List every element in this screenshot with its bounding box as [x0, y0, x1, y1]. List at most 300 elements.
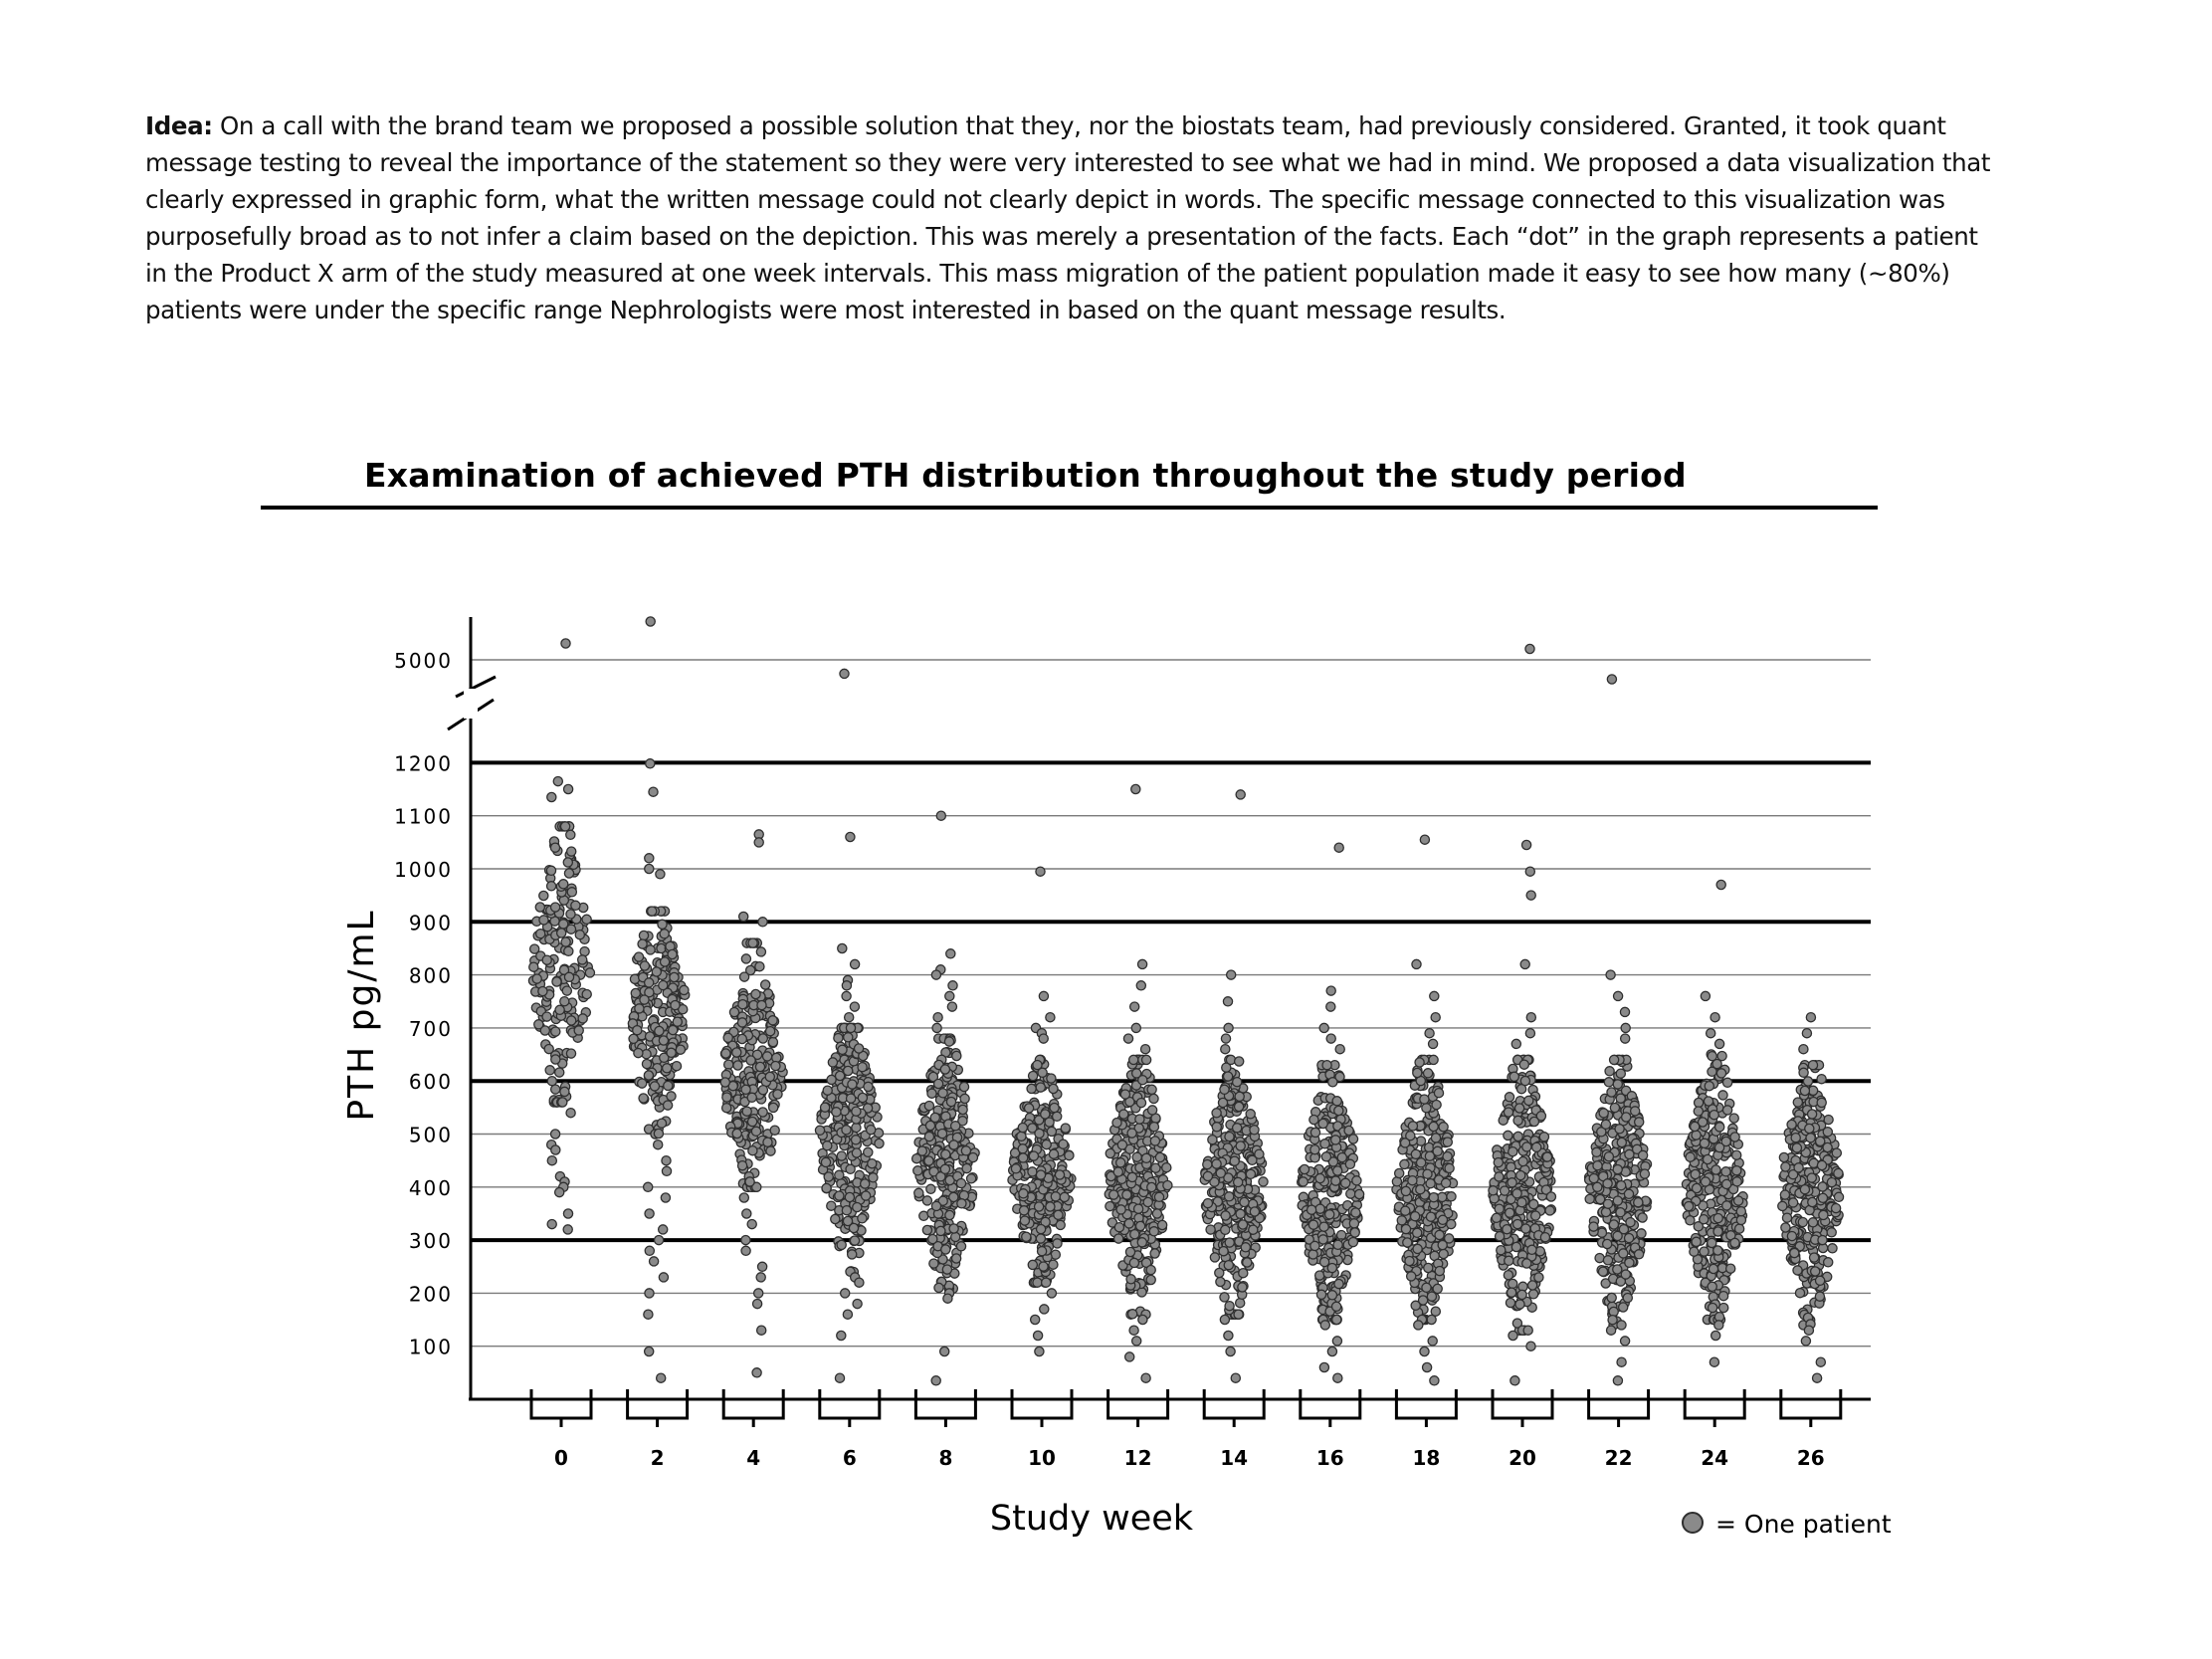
patient-dot: [837, 1240, 846, 1249]
patient-dot: [1613, 1231, 1622, 1240]
patient-dot: [1430, 991, 1439, 1000]
patient-dot: [758, 918, 767, 927]
patient-dot: [927, 1089, 936, 1098]
patient-dot: [539, 916, 548, 925]
patient-dot: [1131, 784, 1140, 793]
patient-dot: [1326, 986, 1335, 995]
patient-dot: [1119, 1110, 1128, 1119]
patient-dot: [1634, 1198, 1643, 1207]
patient-dot: [913, 1166, 922, 1175]
patient-dot: [1210, 1253, 1219, 1262]
y-tick-label: 400: [408, 1175, 453, 1200]
patient-dot: [850, 1236, 859, 1245]
patient-dot: [1246, 1169, 1255, 1178]
patient-dot: [1524, 1096, 1533, 1105]
patient-dot: [1517, 1290, 1526, 1299]
patient-dot: [1694, 1107, 1703, 1116]
patient-dot: [1401, 1206, 1410, 1215]
patient-dot: [1135, 1115, 1144, 1124]
patient-dot: [1616, 1069, 1625, 1078]
patient-dot: [1225, 1192, 1234, 1201]
patient-dot: [1346, 1189, 1355, 1198]
patient-dot: [1422, 1283, 1431, 1292]
patient-dot: [1134, 1204, 1143, 1213]
patient-dot: [646, 945, 655, 954]
patient-dot: [1805, 1124, 1814, 1133]
patient-dot: [539, 891, 548, 900]
patient-dot: [926, 1184, 935, 1193]
y-tick-labels: [394, 649, 453, 1359]
patient-dot: [832, 1108, 841, 1117]
patient-dot: [1626, 1218, 1635, 1227]
patient-dot: [946, 1098, 955, 1107]
patient-dot: [1225, 1133, 1234, 1141]
patient-dot: [1439, 1123, 1448, 1132]
patient-dot: [858, 1214, 867, 1223]
patient-dot: [1603, 1256, 1612, 1265]
patient-dot: [663, 1064, 672, 1073]
patient-dot: [1802, 1029, 1811, 1038]
patient-dot: [1061, 1124, 1070, 1133]
patient-dot: [1635, 1250, 1644, 1259]
patient-dot: [815, 1126, 824, 1135]
patient-dot: [1431, 1134, 1440, 1142]
patient-dot: [1212, 1123, 1221, 1132]
patient-dot: [1206, 1225, 1215, 1234]
patient-dot: [1806, 1013, 1815, 1022]
patient-dot: [1243, 1258, 1252, 1267]
patient-dot: [547, 792, 556, 801]
patient-dot: [1146, 1266, 1155, 1275]
patient-dot: [1051, 1192, 1060, 1201]
patient-dot: [1624, 1189, 1633, 1198]
patient-dot: [951, 1232, 960, 1241]
patient-dot: [740, 972, 749, 981]
patient-dot: [1020, 1216, 1029, 1225]
patient-dot: [1341, 1178, 1350, 1187]
patient-dot: [1318, 1235, 1327, 1244]
patient-dot: [1124, 1219, 1133, 1228]
patient-dot: [1520, 1077, 1529, 1086]
patient-dot: [1726, 1264, 1735, 1273]
patient-dot: [1447, 1192, 1456, 1201]
patient-dot: [746, 1056, 755, 1065]
patient-dot: [937, 1130, 946, 1139]
patient-dot: [1732, 1166, 1741, 1175]
patient-dot: [1029, 1151, 1038, 1160]
patient-dot: [754, 1289, 763, 1298]
patient-dot: [1617, 1181, 1626, 1190]
patient-dot: [656, 870, 665, 879]
patient-dot: [567, 1016, 576, 1025]
patient-dot: [1522, 1142, 1531, 1151]
patient-dot: [1511, 1242, 1520, 1251]
patient-dot: [645, 1289, 654, 1298]
patient-dot: [934, 1079, 943, 1088]
patient-dot: [633, 1026, 642, 1035]
patient-dot: [1709, 1304, 1717, 1313]
patient-dot: [763, 1138, 772, 1146]
patient-dot: [1808, 1061, 1817, 1070]
patient-dot: [550, 843, 559, 852]
patient-dot: [1411, 1212, 1420, 1221]
patient-dot: [723, 1033, 732, 1042]
patient-dot: [1621, 1270, 1630, 1279]
patient-dot: [946, 949, 955, 958]
patient-dot: [661, 1193, 670, 1202]
patient-dot: [1705, 1082, 1713, 1091]
patient-dot: [1351, 1208, 1360, 1217]
patient-dot: [1319, 1362, 1328, 1371]
patient-dot: [1729, 1114, 1738, 1123]
patient-dot: [821, 1157, 830, 1166]
patient-dot: [559, 920, 568, 929]
patient-dot: [649, 787, 658, 796]
patient-dot: [1535, 1247, 1544, 1256]
week-bracket: [723, 1389, 783, 1418]
patient-dot: [751, 989, 760, 998]
patient-dot: [1691, 1122, 1700, 1131]
y-tick-label: 5000: [394, 649, 453, 673]
patient-dot: [1049, 1084, 1058, 1093]
patient-dot: [1818, 1182, 1827, 1191]
patient-dot: [1617, 1321, 1626, 1330]
patient-dot: [827, 1075, 836, 1084]
patient-dot: [1505, 1256, 1513, 1265]
patient-dot: [1036, 1083, 1045, 1092]
patient-dot: [835, 1373, 844, 1382]
week-bracket: [1204, 1389, 1264, 1418]
patient-dot: [1513, 1116, 1522, 1125]
patient-dot: [1122, 1190, 1131, 1199]
patient-dot: [1230, 1156, 1239, 1165]
patient-dot: [1321, 1152, 1330, 1161]
week-bracket: [1012, 1389, 1072, 1418]
patient-dot: [1332, 1097, 1341, 1106]
patient-dot: [1489, 1186, 1498, 1195]
patient-dot: [1136, 981, 1145, 990]
patient-dot: [732, 1129, 741, 1138]
patient-dot: [1603, 1199, 1612, 1208]
patient-dot: [555, 1005, 564, 1014]
patient-dot: [1515, 1104, 1524, 1113]
patient-dot: [1345, 1159, 1354, 1168]
patient-dot: [1438, 1192, 1447, 1201]
patient-dot: [741, 954, 750, 963]
patient-dot: [1508, 1279, 1517, 1288]
patient-dot: [551, 903, 560, 912]
patient-dot: [828, 1058, 837, 1067]
patient-dot: [1234, 1177, 1243, 1186]
patient-dot: [1736, 1215, 1745, 1224]
patient-dot: [1326, 1002, 1335, 1011]
patient-dot: [1686, 1152, 1695, 1161]
patient-dot: [1348, 1135, 1357, 1143]
patient-dot: [1719, 1304, 1728, 1313]
patient-dot: [1714, 1321, 1723, 1330]
patient-dot: [1686, 1216, 1695, 1225]
patient-dot: [567, 847, 576, 856]
patient-dot: [1150, 1249, 1159, 1258]
patient-dot: [748, 1118, 757, 1127]
patient-dot: [745, 1177, 754, 1186]
patient-dot: [948, 981, 957, 990]
patient-dot: [933, 1013, 942, 1022]
patient-dot: [1132, 1337, 1141, 1346]
patient-dot: [722, 1104, 731, 1113]
patient-dot: [1332, 1302, 1341, 1311]
patient-dot: [1126, 1275, 1135, 1284]
patient-dot: [1443, 1152, 1452, 1161]
patient-dot: [1804, 1326, 1813, 1335]
patient-dot: [1816, 1357, 1825, 1366]
week-bracket: [1781, 1389, 1841, 1418]
patient-dot: [1224, 1072, 1233, 1081]
patient-dot: [1405, 1257, 1414, 1266]
patient-dot: [1220, 1293, 1229, 1302]
patient-dot: [1732, 1150, 1741, 1159]
patient-dot: [1616, 1094, 1625, 1103]
patient-dot: [1504, 1108, 1512, 1117]
patient-dot: [1250, 1207, 1259, 1216]
patient-dot: [751, 1127, 760, 1136]
patient-dot: [1815, 1292, 1824, 1301]
patient-dot: [1132, 1152, 1141, 1161]
patient-dot: [755, 962, 764, 971]
patient-dot: [1527, 1245, 1536, 1254]
patient-dot: [542, 1012, 551, 1021]
patient-dot: [645, 854, 654, 863]
patient-dot: [1607, 1326, 1616, 1335]
patient-dot: [536, 930, 545, 938]
patient-dot: [1337, 1153, 1346, 1162]
patient-dot: [1504, 1271, 1512, 1280]
patient-dot: [846, 1023, 855, 1032]
patient-dot: [1147, 1085, 1156, 1094]
patient-dot: [1428, 1337, 1437, 1346]
week-bracket: [1493, 1389, 1552, 1418]
patient-dot: [1604, 1078, 1613, 1087]
patient-dot: [1778, 1201, 1787, 1210]
patient-dot: [1028, 1260, 1037, 1269]
patient-dot: [1036, 1234, 1045, 1243]
patient-dot: [1146, 1275, 1155, 1284]
patient-dot: [657, 1119, 666, 1128]
patient-dot: [1155, 1152, 1164, 1161]
patient-dot: [644, 1310, 653, 1319]
patient-dot: [1325, 1210, 1334, 1219]
patient-dot: [1523, 1326, 1532, 1335]
patient-dot: [1605, 1067, 1614, 1076]
patient-dot: [1598, 1267, 1607, 1276]
patient-dot: [756, 947, 765, 956]
patient-dot: [1320, 1321, 1329, 1330]
patient-dot: [1513, 1132, 1522, 1141]
patient-dot: [1109, 1190, 1118, 1199]
patient-dot: [655, 1026, 664, 1035]
patient-dot: [1735, 1224, 1744, 1233]
patient-dot: [959, 1083, 968, 1092]
patient-dot: [1401, 1225, 1410, 1234]
patient-dot: [1334, 1280, 1343, 1289]
patient-dot: [768, 1038, 777, 1047]
patient-dot: [1529, 1117, 1538, 1126]
patient-dot: [1442, 1178, 1451, 1187]
patient-dot: [1022, 1232, 1031, 1241]
patient-dot: [1505, 1093, 1513, 1102]
patient-dot: [1208, 1136, 1217, 1144]
patient-dot: [1138, 1315, 1147, 1324]
patient-dot: [1413, 1244, 1422, 1253]
patient-dot: [1319, 1023, 1328, 1032]
patient-dot: [724, 1060, 733, 1069]
patient-dot: [639, 931, 648, 939]
patient-dot: [944, 1037, 953, 1046]
patient-dot: [758, 1086, 767, 1095]
patient-dot: [1715, 1143, 1724, 1152]
y-axis-label: PTH pg/mL: [341, 909, 382, 1122]
patient-dot: [635, 1004, 644, 1013]
patient-dot: [1617, 1357, 1626, 1366]
patient-dot: [1542, 1152, 1551, 1161]
patient-dot: [1816, 1276, 1825, 1285]
patient-dot: [1018, 1124, 1027, 1133]
patient-dot: [1691, 1169, 1700, 1178]
patient-dot: [1819, 1210, 1828, 1219]
patient-dot: [1426, 1179, 1435, 1188]
patient-dot: [914, 1188, 923, 1197]
patient-dot: [1520, 959, 1529, 968]
patient-dot: [755, 1062, 764, 1071]
patient-dot: [1355, 1189, 1364, 1198]
patient-dot: [1613, 1080, 1622, 1089]
week-bracket: [1589, 1389, 1649, 1418]
patient-dot: [1613, 1265, 1622, 1274]
patient-dot: [631, 988, 640, 997]
patient-dot: [757, 1326, 766, 1335]
patient-dot: [1834, 1192, 1843, 1201]
patient-dot: [928, 1235, 937, 1244]
patient-dot: [645, 1347, 654, 1355]
patient-dot: [1808, 1218, 1817, 1227]
patient-dot: [1116, 1205, 1125, 1214]
patient-dot: [534, 1020, 543, 1029]
patient-dot: [1496, 1232, 1505, 1241]
patient-dot: [1420, 1095, 1429, 1104]
patient-dot: [1300, 1164, 1308, 1173]
patient-dot: [1348, 1238, 1357, 1247]
patient-dot: [1613, 1165, 1622, 1174]
week-bracket: [531, 1389, 591, 1418]
patient-dot: [1508, 1331, 1517, 1340]
patient-dot: [1040, 1305, 1049, 1314]
patient-dot: [729, 1008, 738, 1017]
patient-dot: [553, 777, 562, 786]
patient-dot: [545, 1066, 554, 1075]
patient-dot: [1619, 1303, 1628, 1312]
patient-dot: [1239, 1269, 1248, 1278]
patient-dot: [547, 1077, 556, 1086]
patient-dot: [1255, 1149, 1264, 1158]
x-tick-label: 8: [938, 1446, 953, 1470]
patient-dot: [852, 1107, 861, 1116]
axis-break-gap: [464, 689, 478, 719]
patient-dot: [1033, 1278, 1042, 1287]
patient-dot: [1800, 1086, 1809, 1095]
patient-dot: [875, 1139, 884, 1147]
patient-dot: [1327, 1264, 1336, 1273]
patient-dot: [1027, 1084, 1036, 1093]
patient-dot: [1316, 1290, 1325, 1299]
patient-dot: [1610, 1104, 1619, 1113]
patient-dot: [1800, 1185, 1809, 1194]
patient-dot: [659, 1273, 668, 1282]
patient-dot: [1526, 891, 1535, 900]
patient-dot: [532, 974, 541, 983]
patient-dot: [1127, 1172, 1136, 1181]
patient-dot: [766, 1146, 775, 1155]
patient-dot: [1808, 1110, 1817, 1119]
patient-dot: [1435, 1230, 1444, 1239]
patient-dot: [661, 957, 670, 966]
patient-dot: [559, 880, 568, 889]
patient-dot: [1420, 1347, 1429, 1355]
patient-dot: [1787, 1120, 1796, 1129]
y-tick-label: 1200: [394, 751, 453, 776]
patient-dot: [1120, 1090, 1129, 1099]
patient-dot: [1240, 1197, 1249, 1206]
patient-dot: [1416, 1185, 1425, 1194]
patient-dot: [1231, 1373, 1240, 1382]
patient-dot: [676, 1045, 685, 1054]
patient-dot: [1616, 1208, 1625, 1217]
patient-dot: [1310, 1241, 1319, 1250]
patient-dot: [1163, 1181, 1172, 1190]
patient-dot: [855, 1044, 864, 1053]
patient-dot: [1621, 1337, 1630, 1346]
patient-dot: [1506, 1299, 1514, 1308]
patient-dot: [1308, 1250, 1317, 1259]
patient-dot: [1037, 1225, 1046, 1234]
patient-dot: [848, 1080, 857, 1089]
patient-dot: [1604, 1152, 1613, 1161]
patient-dot: [1241, 1243, 1250, 1252]
patient-dot: [753, 1300, 762, 1309]
patient-dot: [1315, 1271, 1324, 1280]
patient-dot: [542, 955, 551, 964]
patient-dot: [1220, 1315, 1229, 1324]
patient-dot: [1599, 1109, 1608, 1118]
patient-dot: [1795, 1289, 1804, 1298]
patient-dot: [733, 1061, 742, 1070]
patient-dot: [1299, 1177, 1307, 1186]
patient-dot: [1327, 1347, 1336, 1355]
patient-dot: [1704, 1154, 1712, 1163]
patient-dot: [864, 1147, 873, 1156]
patient-dot: [945, 991, 954, 1000]
patient-dot: [558, 1098, 567, 1107]
patient-dot: [1327, 1291, 1336, 1300]
patient-dot: [1791, 1134, 1800, 1142]
patient-dot: [1787, 1232, 1796, 1241]
patient-dot: [629, 1034, 638, 1043]
patient-dot: [1039, 1034, 1048, 1043]
patient-dot: [1221, 1225, 1230, 1234]
patient-dot: [831, 1214, 840, 1223]
patient-dot: [1781, 1162, 1790, 1171]
patient-dot: [1526, 1342, 1535, 1350]
patient-dot: [1221, 1034, 1230, 1043]
